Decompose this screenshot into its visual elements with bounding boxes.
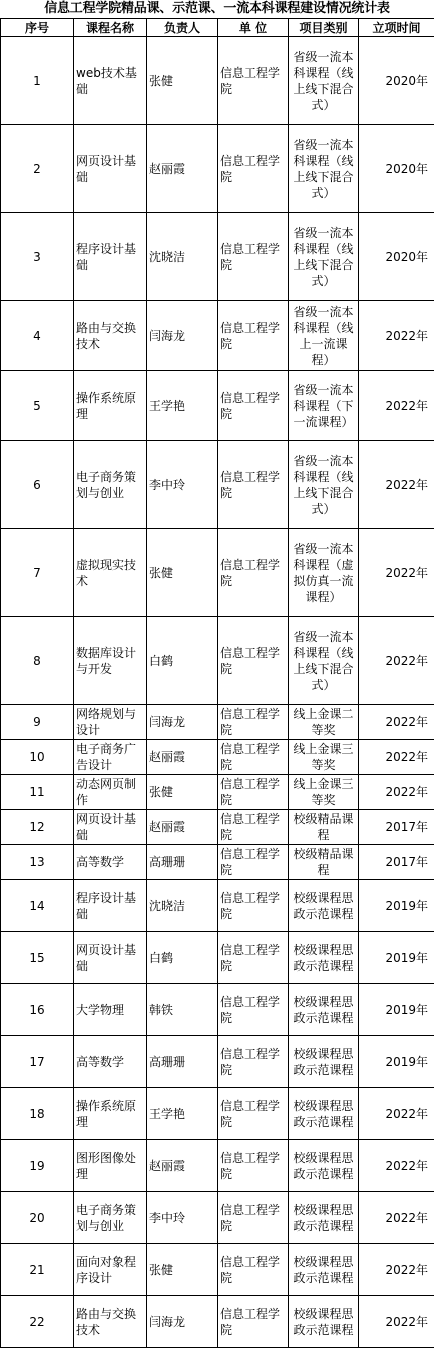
course-unit: 信息工程学院 <box>218 740 289 775</box>
course-name: 路由与交换技术 <box>74 301 147 371</box>
row-number: 1 <box>1 37 74 125</box>
project-type: 校级课程思政示范课程 <box>289 1296 359 1348</box>
course-unit: 信息工程学院 <box>218 125 289 213</box>
header-type: 项目类别 <box>289 19 359 37</box>
course-unit: 信息工程学院 <box>218 1244 289 1296</box>
project-year: 2022年 <box>359 441 434 529</box>
header-no: 序号 <box>1 19 74 37</box>
table-row <box>1 1192 434 1244</box>
project-type: 省级一流本科课程（线上线下混合式） <box>289 617 359 705</box>
project-type: 校级课程思政示范课程 <box>289 880 359 932</box>
table-row <box>1 1140 434 1192</box>
course-lead: 高珊珊 <box>147 1036 218 1088</box>
course-lead: 张健 <box>147 529 218 617</box>
course-name: 网页设计基础 <box>74 125 147 213</box>
header-year: 立项时间 <box>359 19 434 37</box>
row-number: 19 <box>1 1140 74 1192</box>
course-name: 操作系统原理 <box>74 1088 147 1140</box>
project-year: 2022年 <box>359 705 434 740</box>
project-year: 2022年 <box>359 617 434 705</box>
project-type: 校级课程思政示范课程 <box>289 1140 359 1192</box>
row-number: 11 <box>1 775 74 810</box>
project-type: 校级课程思政示范课程 <box>289 1088 359 1140</box>
table-row <box>1 705 434 740</box>
course-unit: 信息工程学院 <box>218 810 289 845</box>
table-row <box>1 810 434 845</box>
course-name: 面向对象程序设计 <box>74 1244 147 1296</box>
course-lead: 高珊珊 <box>147 845 218 880</box>
project-year: 2022年 <box>359 1296 434 1348</box>
table-row <box>1 1244 434 1296</box>
course-name: 数据库设计与开发 <box>74 617 147 705</box>
table-row <box>1 529 434 617</box>
project-type: 线上金课三等奖 <box>289 775 359 810</box>
project-year: 2017年 <box>359 845 434 880</box>
project-type: 校级课程思政示范课程 <box>289 1192 359 1244</box>
project-year: 2019年 <box>359 1036 434 1088</box>
table-row <box>1 1088 434 1140</box>
table-row <box>1 301 434 371</box>
course-lead: 白鹤 <box>147 617 218 705</box>
course-name: 虚拟现实技术 <box>74 529 147 617</box>
project-type: 校级精品课程 <box>289 810 359 845</box>
project-type: 省级一流本科课程（虚拟仿真一流课程） <box>289 529 359 617</box>
project-type: 线上金课三等奖 <box>289 740 359 775</box>
course-name: 电子商务策划与创业 <box>74 441 147 529</box>
table-row <box>1 213 434 301</box>
table-title: 信息工程学院精品课、示范课、一流本科课程建设情况统计表 <box>44 1 390 16</box>
project-year: 2022年 <box>359 1192 434 1244</box>
project-type: 校级课程思政示范课程 <box>289 1036 359 1088</box>
course-lead: 李中玲 <box>147 441 218 529</box>
project-type: 省级一流本科课程（线上线下混合式） <box>289 125 359 213</box>
course-unit: 信息工程学院 <box>218 775 289 810</box>
course-unit: 信息工程学院 <box>218 1036 289 1088</box>
course-lead: 沈晓洁 <box>147 880 218 932</box>
course-unit: 信息工程学院 <box>218 1192 289 1244</box>
course-unit: 信息工程学院 <box>218 984 289 1036</box>
course-name: 网页设计基础 <box>74 932 147 984</box>
course-unit: 信息工程学院 <box>218 213 289 301</box>
project-type: 省级一流本科课程（线上线下混合式） <box>289 37 359 125</box>
course-unit: 信息工程学院 <box>218 705 289 740</box>
project-type: 校级课程思政示范课程 <box>289 984 359 1036</box>
project-year: 2022年 <box>359 529 434 617</box>
course-lead: 赵丽霞 <box>147 125 218 213</box>
header-unit: 单 位 <box>218 19 289 37</box>
course-lead: 闫海龙 <box>147 301 218 371</box>
project-type: 校级精品课程 <box>289 845 359 880</box>
table-row <box>1 984 434 1036</box>
row-number: 4 <box>1 301 74 371</box>
course-unit: 信息工程学院 <box>218 37 289 125</box>
project-type: 省级一流本科课程（线上一流课程） <box>289 301 359 371</box>
row-number: 17 <box>1 1036 74 1088</box>
project-year: 2020年 <box>359 125 434 213</box>
project-year: 2022年 <box>359 1140 434 1192</box>
table-row <box>1 932 434 984</box>
course-name: 路由与交换技术 <box>74 1296 147 1348</box>
course-name: 网页设计基础 <box>74 810 147 845</box>
table-row <box>1 617 434 705</box>
header-lead: 负责人 <box>147 19 218 37</box>
table-row <box>1 845 434 880</box>
course-unit: 信息工程学院 <box>218 371 289 441</box>
header-row <box>1 19 434 37</box>
table-row <box>1 37 434 125</box>
course-name: 程序设计基础 <box>74 213 147 301</box>
course-lead: 白鹤 <box>147 932 218 984</box>
project-type: 校级课程思政示范课程 <box>289 932 359 984</box>
course-unit: 信息工程学院 <box>218 845 289 880</box>
row-number: 7 <box>1 529 74 617</box>
table-row <box>1 441 434 529</box>
project-year: 2020年 <box>359 213 434 301</box>
row-number: 18 <box>1 1088 74 1140</box>
course-unit: 信息工程学院 <box>218 1296 289 1348</box>
course-lead: 王学艳 <box>147 371 218 441</box>
header-course: 课程名称 <box>74 19 147 37</box>
row-number: 14 <box>1 880 74 932</box>
project-year: 2022年 <box>359 740 434 775</box>
course-unit: 信息工程学院 <box>218 932 289 984</box>
course-lead: 赵丽霞 <box>147 740 218 775</box>
row-number: 3 <box>1 213 74 301</box>
course-unit: 信息工程学院 <box>218 1088 289 1140</box>
table-row <box>1 1296 434 1348</box>
project-year: 2022年 <box>359 371 434 441</box>
course-name: 网络规划与设计 <box>74 705 147 740</box>
course-name: 程序设计基础 <box>74 880 147 932</box>
row-number: 9 <box>1 705 74 740</box>
table-row <box>1 125 434 213</box>
course-unit: 信息工程学院 <box>218 441 289 529</box>
course-name: 动态网页制作 <box>74 775 147 810</box>
project-year: 2022年 <box>359 301 434 371</box>
row-number: 5 <box>1 371 74 441</box>
row-number: 22 <box>1 1296 74 1348</box>
course-lead: 闫海龙 <box>147 705 218 740</box>
project-year: 2022年 <box>359 775 434 810</box>
row-number: 8 <box>1 617 74 705</box>
course-lead: 韩铁 <box>147 984 218 1036</box>
project-year: 2019年 <box>359 880 434 932</box>
project-year: 2019年 <box>359 932 434 984</box>
course-name: 电子商务策划与创业 <box>74 1192 147 1244</box>
project-year: 2019年 <box>359 984 434 1036</box>
course-name: 大学物理 <box>74 984 147 1036</box>
course-unit: 信息工程学院 <box>218 1140 289 1192</box>
course-unit: 信息工程学院 <box>218 301 289 371</box>
course-name: 操作系统原理 <box>74 371 147 441</box>
course-unit: 信息工程学院 <box>218 880 289 932</box>
course-lead: 张健 <box>147 1244 218 1296</box>
table-row <box>1 880 434 932</box>
course-name: 高等数学 <box>74 845 147 880</box>
row-number: 6 <box>1 441 74 529</box>
row-number: 2 <box>1 125 74 213</box>
row-number: 10 <box>1 740 74 775</box>
course-lead: 王学艳 <box>147 1088 218 1140</box>
course-lead: 张健 <box>147 775 218 810</box>
row-number: 21 <box>1 1244 74 1296</box>
project-type: 校级课程思政示范课程 <box>289 1244 359 1296</box>
course-table <box>0 18 434 1348</box>
course-lead: 闫海龙 <box>147 1296 218 1348</box>
project-type: 省级一流本科课程（线上线下混合式） <box>289 441 359 529</box>
course-name: web技术基础 <box>74 37 147 125</box>
project-year: 2022年 <box>359 1088 434 1140</box>
row-number: 16 <box>1 984 74 1036</box>
project-year: 2022年 <box>359 1244 434 1296</box>
course-lead: 沈晓洁 <box>147 213 218 301</box>
table-row <box>1 371 434 441</box>
row-number: 13 <box>1 845 74 880</box>
project-type: 省级一流本科课程（下一流课程） <box>289 371 359 441</box>
table-row <box>1 775 434 810</box>
course-lead: 赵丽霞 <box>147 1140 218 1192</box>
course-lead: 李中玲 <box>147 1192 218 1244</box>
course-lead: 赵丽霞 <box>147 810 218 845</box>
course-name: 电子商务广告设计 <box>74 740 147 775</box>
row-number: 12 <box>1 810 74 845</box>
row-number: 15 <box>1 932 74 984</box>
row-number: 20 <box>1 1192 74 1244</box>
project-year: 2017年 <box>359 810 434 845</box>
course-name: 图形图像处理 <box>74 1140 147 1192</box>
course-unit: 信息工程学院 <box>218 617 289 705</box>
table-row <box>1 1036 434 1088</box>
course-unit: 信息工程学院 <box>218 529 289 617</box>
project-type: 省级一流本科课程（线上线下混合式） <box>289 213 359 301</box>
project-type: 线上金课二等奖 <box>289 705 359 740</box>
project-year: 2020年 <box>359 37 434 125</box>
table-row <box>1 740 434 775</box>
course-name: 高等数学 <box>74 1036 147 1088</box>
course-lead: 张健 <box>147 37 218 125</box>
